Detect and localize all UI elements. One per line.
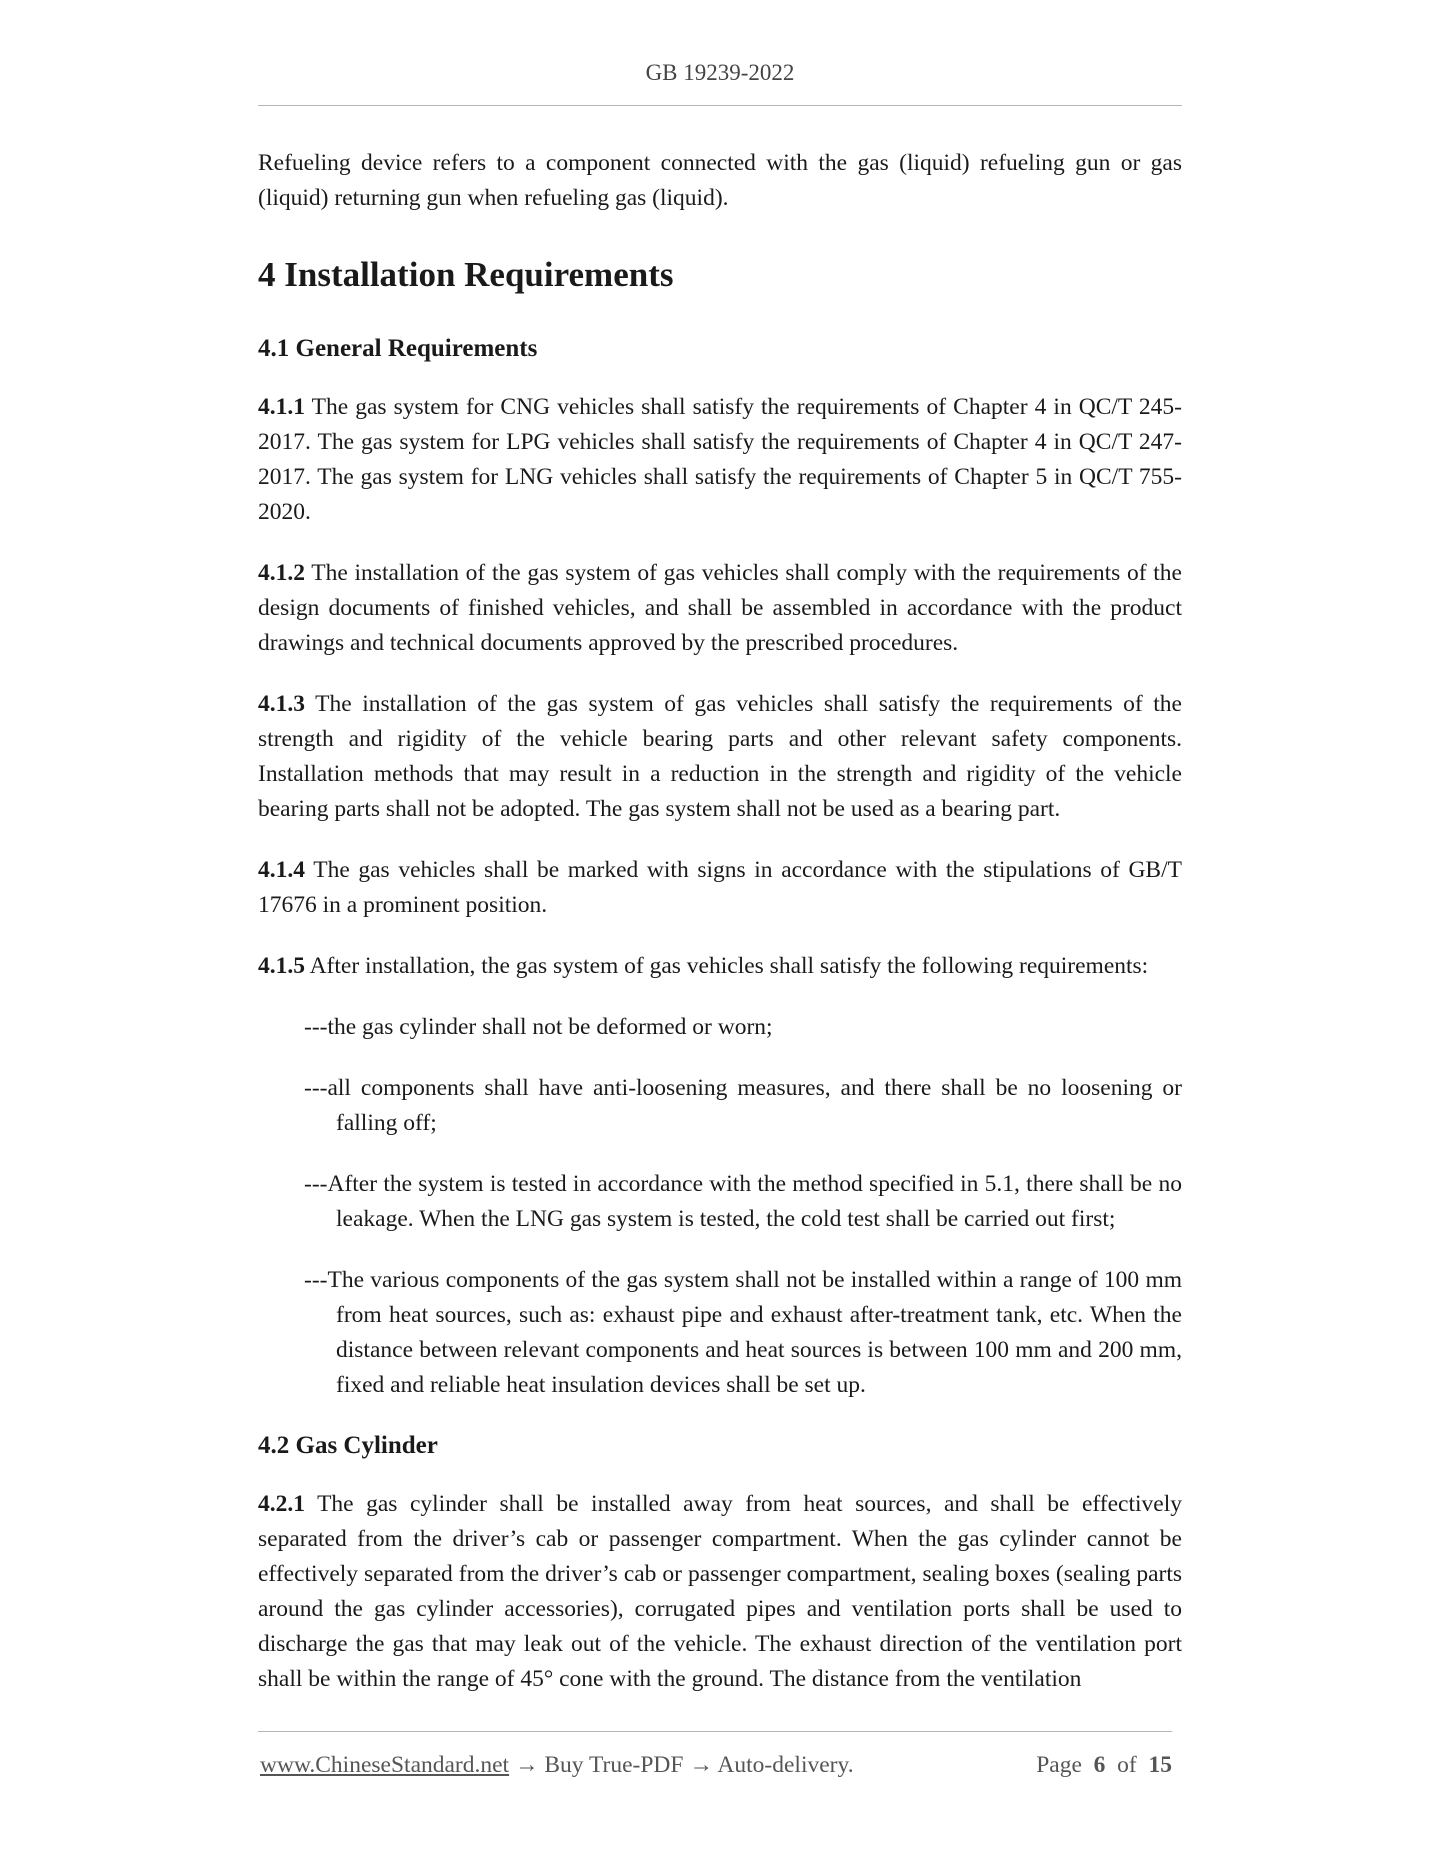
clause-4-1-4 <box>258 853 1182 923</box>
list-item: ---After the system is tested in accordance with the method specified in 5.1, there shall be no leakage. When the LNG gas system is tested, the cold test shall be carried out first; <box>304 1171 1182 1232</box>
page-content <box>258 146 1182 1723</box>
clause-4-1-3 <box>258 687 1182 827</box>
clause-text: The gas system for CNG vehicles shall satisfy the requirements of Chapter 4 in QC/T 245-2017. The gas system for LPG vehicles shall satisfy the requirements of Chapter 4 in QC/T 247-2017. The gas system for LNG vehicles shall satisfy the requirements of Chapter 5 in QC/T 755-2020. <box>258 394 1182 525</box>
footer-promo <box>260 1752 854 1779</box>
list-item: ---The various components of the gas system shall not be installed within a range of 100 mm from heat sources, such as: exhaust pipe and exhaust after-treatment tank, etc. When the distance between relevant components and heat sources is between 100 mm and 200 mm, fixed and reliable heat insulation devices shall be set up. <box>304 1267 1182 1398</box>
page-total: 15 <box>1148 1752 1172 1778</box>
page-of: of <box>1117 1752 1137 1778</box>
section-heading-4: 4 Installation Requirements <box>258 255 674 294</box>
clause-number: 4.1.4 <box>258 857 305 883</box>
page-current: 6 <box>1093 1752 1106 1778</box>
clause-text: The installation of the gas system of gas vehicles shall comply with the requirements of the design documents of finished vehicles, and shall be assembled in accordance with the product drawings and technical documents approved by the prescribed procedures. <box>258 560 1182 656</box>
clause-4-2-1 <box>258 1487 1182 1697</box>
clause-number: 4.1.1 <box>258 394 305 420</box>
arrow-right-icon: → <box>689 1752 713 1778</box>
subsection-heading-4-1: 4.1 General Requirements <box>258 335 538 362</box>
subsection-heading-4-2: 4.2 Gas Cylinder <box>258 1432 438 1459</box>
clause-number: 4.1.3 <box>258 691 305 717</box>
clause-4-1-2 <box>258 556 1182 661</box>
delivery-text: Auto-delivery. <box>712 1752 854 1778</box>
requirement-list <box>258 1010 1182 1403</box>
clause-number: 4.1.2 <box>258 560 305 586</box>
clause-text: The installation of the gas system of gas vehicles shall satisfy the requirements of the strength and rigidity of the vehicle bearing parts and other relevant safety components. Installation methods that may result in a reduction in the strength and rigidity of the vehicle bearing parts shall not be adopted. The gas system shall not be used as a bearing part. <box>258 691 1182 822</box>
list-item: ---all components shall have anti-loosening measures, and there shall be no loosening or falling off; <box>304 1075 1182 1136</box>
page-label: Page <box>1036 1752 1082 1778</box>
website-link[interactable]: www.ChineseStandard.net <box>260 1752 510 1778</box>
page-indicator <box>1036 1752 1172 1779</box>
footer-divider <box>258 1731 1172 1732</box>
arrow-right-icon: → <box>514 1752 539 1778</box>
clause-4-1-5 <box>258 949 1182 984</box>
clause-text: After installation, the gas system of gas vehicles shall satisfy the following requirements: <box>305 953 1149 979</box>
intro-paragraph: Refueling device refers to a component connected with the gas (liquid) refueling gun or gas (liquid) returning gun when refueling gas (liquid). <box>258 150 1182 211</box>
clause-number: 4.2.1 <box>258 1491 305 1517</box>
buy-text: Buy True-PDF <box>538 1752 690 1778</box>
list-item: ---the gas cylinder shall not be deformed or worn; <box>304 1014 773 1040</box>
clause-4-1-1 <box>258 390 1182 530</box>
document-header: GB 19239-2022 <box>645 60 795 85</box>
clause-text: The gas cylinder shall be installed away from heat sources, and shall be effectively separated from the driver’s cab or passenger compartment. When the gas cylinder cannot be effectively separated from the driver’s cab or passenger compartment, sealing boxes (sealing parts around the gas cylinder accessories), corrugated pipes and ventilation ports shall be used to discharge the gas that may leak out of the vehicle. The exhaust direction of the ventilation port shall be within the range of 45° cone with the ground. The distance from the ventilation <box>258 1491 1182 1692</box>
header-divider <box>258 105 1182 106</box>
clause-text: The gas vehicles shall be marked with signs in accordance with the stipulations of GB/T 17676 in a prominent position. <box>258 857 1182 918</box>
clause-number: 4.1.5 <box>258 953 305 979</box>
